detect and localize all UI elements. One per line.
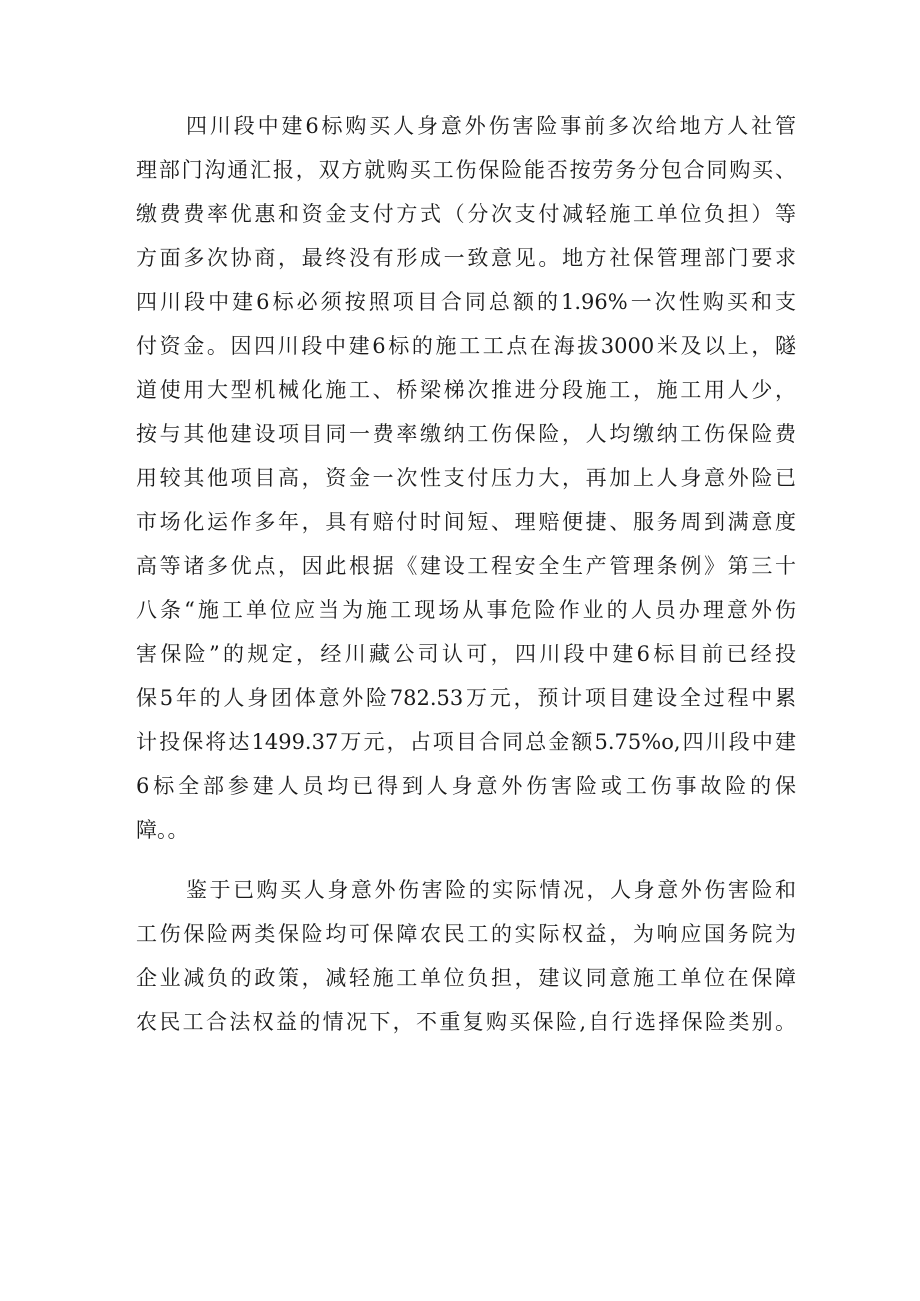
text-line: 保5年的人身团体意外险782.53万元，预计项目建设全过程中累 (136, 686, 796, 710)
text-line: 市场化运作多年，具有赔付时间短、理赔便捷、服务周到满意度 (136, 510, 796, 534)
text-line: 方面多次协商，最终没有形成一致意见。地方社保管理部门要求 (136, 246, 796, 270)
text-line: 6标全部参建人员均已得到人身意外伤害险或工伤事故险的保 (136, 774, 796, 798)
text-line: 计投保将达1499.37万元，占项目合同总金额5.75%o,四川段中建 (136, 730, 796, 754)
text-line: 害保险”的规定，经川藏公司认可，四川段中建6标目前已经投 (136, 642, 796, 666)
text-line: 四川段中建6标购买人身意外伤害险事前多次给地方人社管 (186, 114, 796, 138)
text-line: 高等诸多优点，因此根据《建设工程安全生产管理条例》第三十 (136, 554, 796, 578)
text-line: 付资金。因四川段中建6标的施工工点在海拔3000米及以上，隧 (136, 334, 796, 358)
text-line: 企业减负的政策，减轻施工单位负担，建议同意施工单位在保障 (136, 966, 796, 990)
text-line: 四川段中建6标必须按照项目合同总额的1.96%一次性购买和支 (136, 290, 796, 314)
text-line: 鉴于已购买人身意外伤害险的实际情况，人身意外伤害险和 (186, 878, 796, 902)
text-line: 用较其他项目高，资金一次性支付压力大，再加上人身意外险已 (136, 466, 796, 490)
text-line: 道使用大型机械化施工、桥梁梯次推进分段施工，施工用人少， (136, 378, 796, 402)
text-line: 理部门沟通汇报，双方就购买工伤保险能否按劳务分包合同购买、 (136, 158, 796, 182)
text-line: 八条“施工单位应当为施工现场从事危险作业的人员办理意外伤 (136, 598, 796, 622)
text-line: 工伤保险两类保险均可保障农民工的实际权益，为响应国务院为 (136, 922, 796, 946)
text-line: 缴费费率优惠和资金支付方式（分次支付减轻施工单位负担）等 (136, 202, 796, 226)
text-line: 障。。 (136, 818, 189, 842)
text-line: 农民工合法权益的情况下，不重复购买保险,自行选择保险类别。 (136, 1010, 796, 1034)
text-line: 按与其他建设项目同一费率缴纳工伤保险，人均缴纳工伤保险费 (136, 422, 796, 446)
